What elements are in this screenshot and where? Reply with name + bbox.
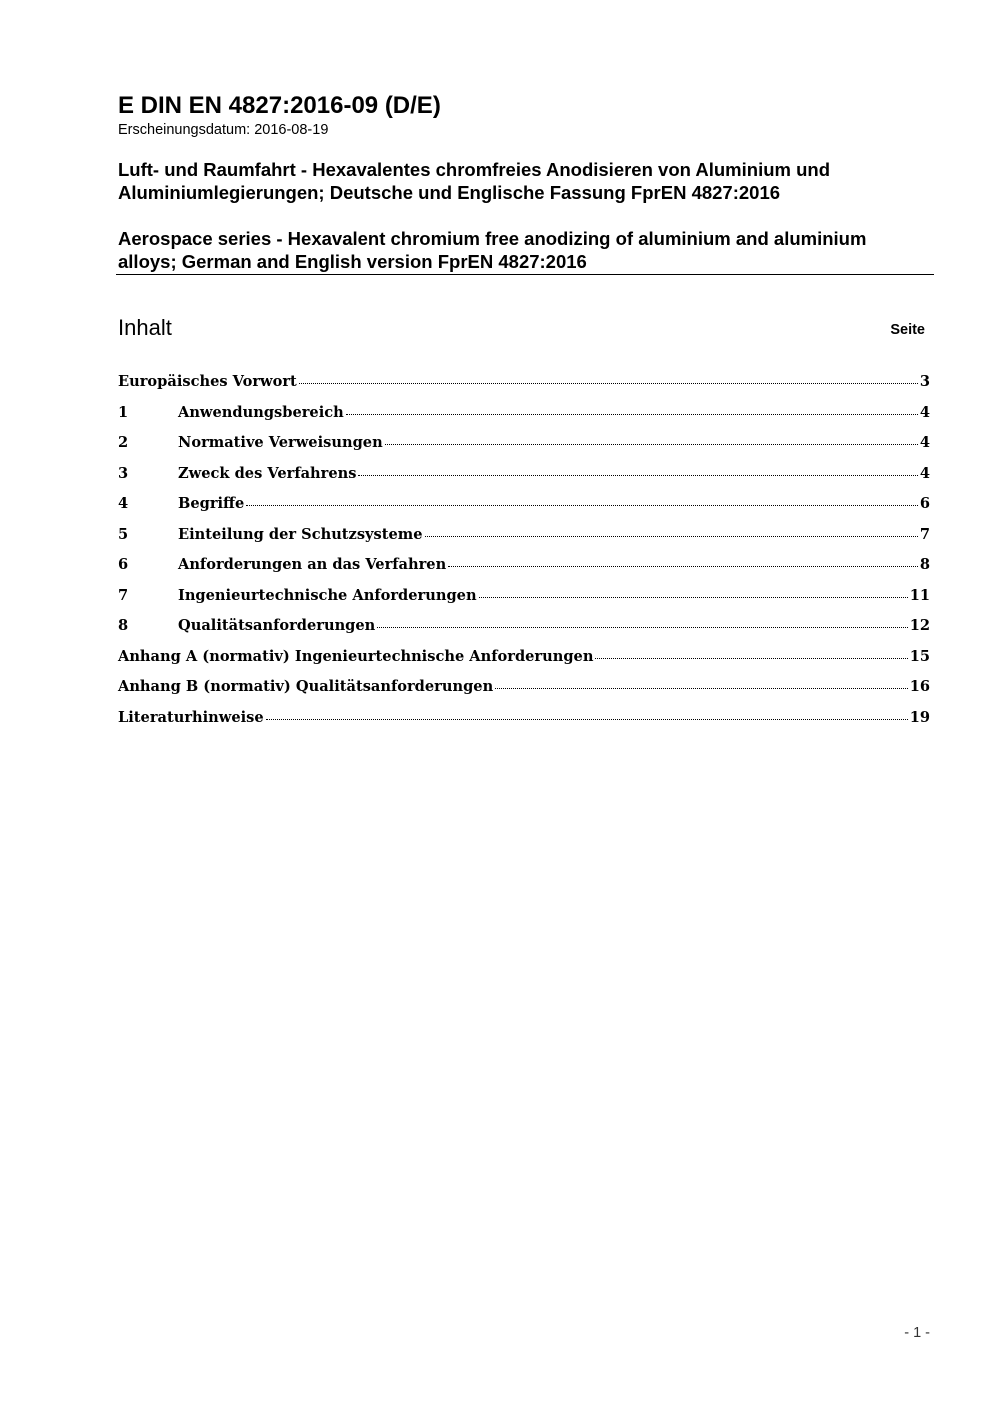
toc-leader-dots bbox=[495, 687, 908, 689]
toc-leader-dots bbox=[377, 626, 907, 628]
toc-entry[interactable] bbox=[118, 523, 930, 554]
title-english-line-1: Aerospace series - Hexavalent chromium free anodizing of aluminium and aluminium bbox=[118, 228, 867, 249]
toc-entry-title: Anforderungen an das Verfahren bbox=[178, 556, 447, 573]
header-divider bbox=[116, 274, 934, 275]
toc-entry-title: Einteilung der Schutzsysteme bbox=[178, 525, 423, 543]
toc-entry[interactable] bbox=[118, 462, 930, 493]
toc-leader-dots bbox=[246, 504, 918, 506]
toc-entry-number: 7 bbox=[118, 586, 129, 604]
toc-entry-page: 6 bbox=[919, 495, 930, 512]
toc-entry[interactable] bbox=[118, 492, 930, 523]
toc-entry-title: Normative Verweisungen bbox=[178, 434, 383, 451]
toc-entry-page: 4 bbox=[919, 403, 930, 421]
toc-entry-page: 15 bbox=[909, 647, 930, 665]
toc-entry[interactable] bbox=[118, 675, 930, 706]
table-of-contents bbox=[118, 370, 930, 736]
toc-entry-title: Anwendungsbereich bbox=[178, 403, 344, 421]
title-english-line-2: alloys; German and English version FprEN 4827:2016 bbox=[118, 251, 587, 272]
toc-entry-title: Anhang B (normativ) Qualitätsanforderungen bbox=[118, 678, 494, 695]
toc-entry[interactable] bbox=[118, 431, 930, 462]
toc-entry-title: Qualitätsanforderungen bbox=[178, 617, 376, 634]
toc-leader-dots bbox=[425, 535, 918, 537]
toc-leader-dots bbox=[346, 413, 918, 415]
release-date: Erscheinungsdatum: 2016-08-19 bbox=[118, 122, 329, 138]
toc-entry-page: 11 bbox=[909, 586, 930, 604]
toc-entry-page: 8 bbox=[919, 556, 930, 573]
toc-entry[interactable] bbox=[118, 584, 930, 615]
toc-entry-number: 5 bbox=[118, 525, 129, 543]
toc-leader-dots bbox=[385, 443, 918, 445]
toc-entry-page: 16 bbox=[909, 678, 930, 695]
toc-entry-number: 4 bbox=[118, 495, 129, 512]
title-german-line-2: Aluminiumlegierungen; Deutsche und Englische Fassung FprEN 4827:2016 bbox=[118, 182, 781, 203]
toc-entry-number: 1 bbox=[118, 403, 129, 421]
toc-entry-title: Europäisches Vorwort bbox=[118, 373, 297, 390]
title-english bbox=[118, 227, 933, 273]
toc-leader-dots bbox=[595, 657, 907, 659]
toc-entry-title: Literaturhinweise bbox=[118, 708, 264, 726]
toc-entry-title: Zweck des Verfahrens bbox=[178, 464, 357, 482]
title-german bbox=[118, 158, 933, 204]
toc-entry-page: 4 bbox=[919, 434, 930, 451]
toc-entry[interactable] bbox=[118, 370, 930, 401]
toc-entry-number: 8 bbox=[118, 617, 129, 634]
toc-leader-dots bbox=[358, 474, 917, 476]
toc-entry-title: Anhang A (normativ) Ingenieurtechnische Anforderungen bbox=[118, 647, 594, 665]
toc-entry[interactable] bbox=[118, 401, 930, 432]
toc-entry-number: 3 bbox=[118, 464, 129, 482]
toc-entry[interactable] bbox=[118, 645, 930, 676]
toc-entry-page: 19 bbox=[909, 708, 930, 726]
toc-entry-page: 7 bbox=[919, 525, 930, 543]
document-designation: E DIN EN 4827:2016-09 (D/E) bbox=[118, 92, 441, 119]
toc-entry-title: Begriffe bbox=[178, 495, 245, 512]
toc-entry-title: Ingenieurtechnische Anforderungen bbox=[178, 586, 477, 604]
toc-leader-dots bbox=[479, 596, 908, 598]
toc-leader-dots bbox=[266, 718, 908, 720]
toc-entry-page: 12 bbox=[909, 617, 930, 634]
toc-entry-number: 6 bbox=[118, 556, 129, 573]
toc-entry-page: 3 bbox=[919, 373, 930, 390]
toc-leader-dots bbox=[299, 382, 918, 384]
toc-entry-number: 2 bbox=[118, 434, 129, 451]
title-german-line-1: Luft- und Raumfahrt - Hexavalentes chromfreies Anodisieren von Aluminium und bbox=[118, 159, 830, 180]
toc-heading: Inhalt bbox=[118, 315, 172, 340]
toc-entry[interactable] bbox=[118, 553, 930, 584]
toc-page-label: Seite bbox=[890, 322, 925, 338]
toc-entry[interactable] bbox=[118, 614, 930, 645]
toc-entry-page: 4 bbox=[919, 464, 930, 482]
toc-leader-dots bbox=[448, 565, 918, 567]
toc-entry[interactable] bbox=[118, 706, 930, 737]
page-number: - 1 - bbox=[904, 1325, 930, 1341]
